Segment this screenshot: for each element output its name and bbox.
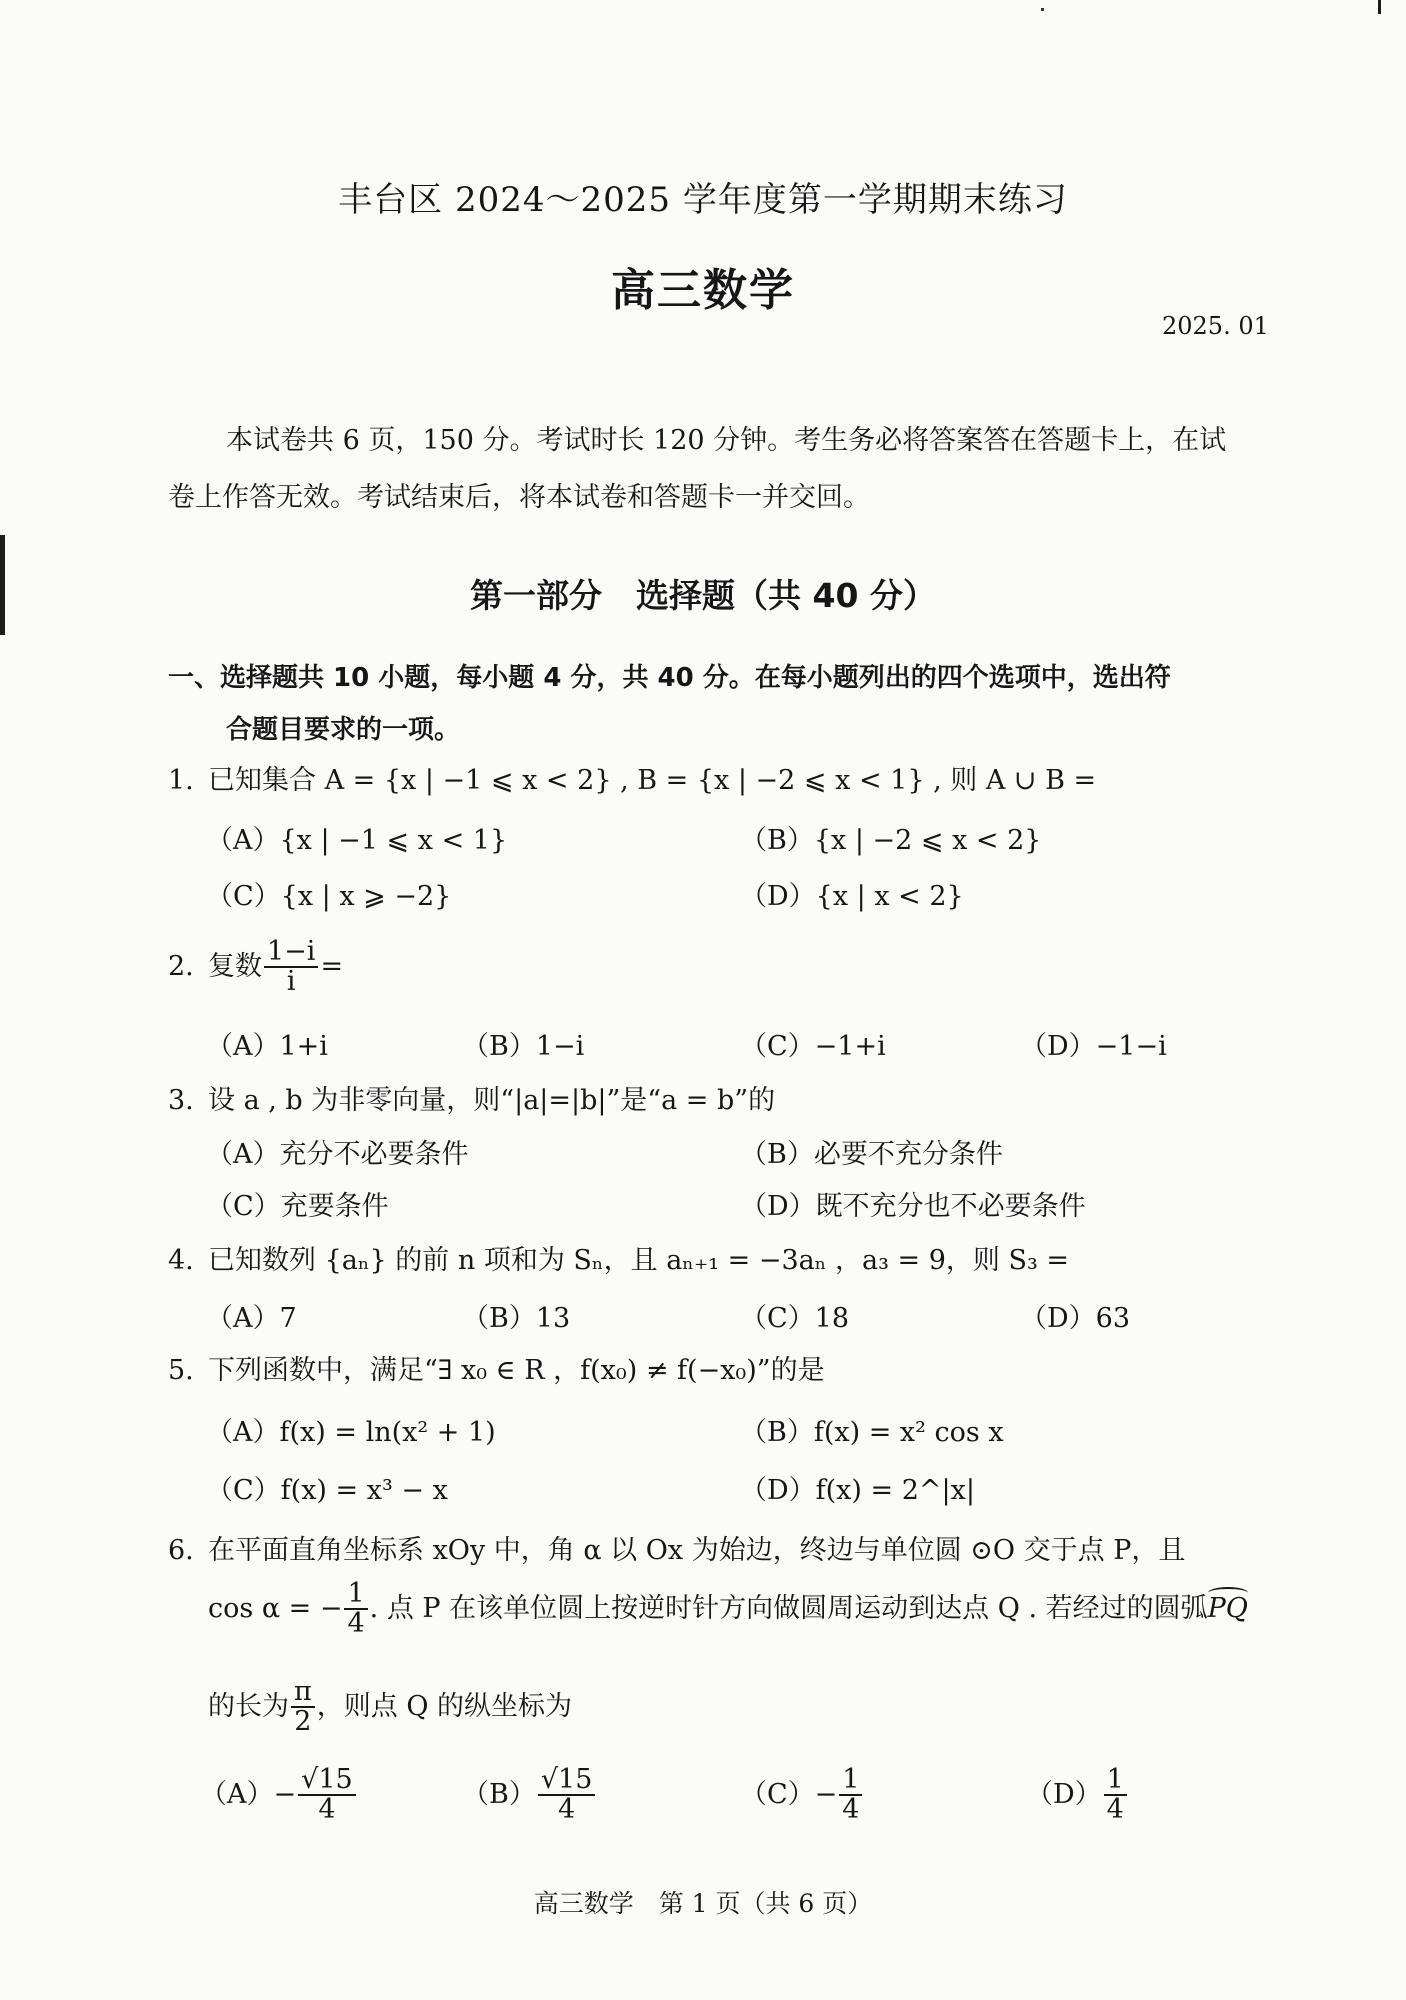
- option-label: （D）: [1020, 1031, 1096, 1062]
- section-part: 第一部分: [470, 576, 603, 615]
- option-sign: −: [814, 1778, 838, 1810]
- intro-line-1: 一、选择题共 10 小题，每小题 4 分，共 40 分。在每小题列出的四个选项中，选出符: [168, 663, 1171, 693]
- question-number: 4.: [168, 1245, 194, 1276]
- instructions-line-2: 卷上作答无效。考试结束后，将本试卷和答题卡一并交回。: [168, 482, 870, 513]
- option-label: （D）: [740, 1475, 816, 1506]
- exam-subject: 高三数学: [611, 265, 795, 316]
- fraction: [298, 1766, 356, 1825]
- option-text: 63: [1095, 1303, 1131, 1334]
- option-text: f(x) = ln(x² + 1): [279, 1417, 496, 1448]
- section-intro: [168, 652, 1171, 756]
- question-number: 5.: [168, 1355, 194, 1386]
- cos-expression: cos α = −: [208, 1592, 343, 1624]
- option-text: 1+i: [279, 1031, 328, 1062]
- option-text: {x | x ⩾ −2}: [280, 881, 452, 912]
- question-6-line-3: [208, 1678, 572, 1737]
- q4-option-c: [740, 1296, 849, 1335]
- fraction-denominator: i: [286, 966, 296, 998]
- question-number: 2.: [168, 950, 194, 982]
- question-stem: 已知数列 {aₙ} 的前 n 项和为 Sₙ，且 aₙ₊₁ = −3aₙ ，a₃ = 9，则 S₃ =: [208, 1245, 1069, 1276]
- question-stem: 已知集合 A = {x | −1 ⩽ x < 2} , B = {x | −2 ⩽ x < 1} , 则 A ∪ B =: [208, 765, 1097, 796]
- option-label: （B）: [740, 1139, 814, 1170]
- option-text: {x | −2 ⩽ x < 2}: [813, 825, 1042, 856]
- q5-option-a: [206, 1410, 496, 1449]
- fraction: [344, 1580, 367, 1639]
- option-text: 1−i: [535, 1031, 585, 1062]
- question-2: [168, 938, 343, 997]
- option-text: 充分不必要条件: [279, 1139, 469, 1170]
- question-1: [168, 758, 1096, 797]
- fraction: [839, 1766, 862, 1825]
- fraction-numerator: 1: [839, 1766, 862, 1796]
- fraction: [291, 1678, 315, 1737]
- fraction-numerator: 1−i: [264, 938, 318, 968]
- fraction-denominator: 4: [1106, 1794, 1124, 1826]
- option-text: 充要条件: [280, 1191, 389, 1222]
- fraction: [538, 1766, 596, 1825]
- option-label: （B）: [740, 1417, 814, 1448]
- question-stem-line-3: ，则点 Q 的纵坐标为: [316, 1690, 573, 1722]
- question-stem-line-1: 在平面直角坐标系 xOy 中，角 α 以 Ox 为始边，终边与单位圆 ⊙O 交于点 P，且: [208, 1535, 1186, 1566]
- option-text: 既不充分也不必要条件: [815, 1191, 1086, 1222]
- fraction-denominator: 4: [842, 1794, 860, 1826]
- option-text: {x | x < 2}: [815, 881, 964, 912]
- question-number: 6.: [168, 1535, 194, 1566]
- question-number: 3.: [168, 1085, 194, 1116]
- fraction-denominator: 4: [558, 1794, 576, 1826]
- option-label: （B）: [462, 1303, 536, 1334]
- fraction-numerator: √15: [538, 1766, 596, 1796]
- question-4: [168, 1238, 1069, 1277]
- option-text: f(x) = 2^|x|: [815, 1475, 975, 1506]
- option-label: （A）: [200, 1778, 274, 1810]
- question-3: [168, 1078, 775, 1117]
- q3-option-b: [740, 1132, 1003, 1171]
- option-text: f(x) = x³ − x: [280, 1475, 448, 1506]
- option-label: （D）: [1020, 1303, 1096, 1334]
- fraction-numerator: 1: [344, 1580, 367, 1610]
- q3-option-d: [740, 1184, 1086, 1223]
- q2-option-c: [740, 1024, 886, 1063]
- q2-option-d: [1020, 1024, 1167, 1063]
- option-text: 必要不充分条件: [813, 1139, 1003, 1170]
- option-label: （D）: [1026, 1778, 1102, 1810]
- fraction-denominator: 4: [347, 1608, 365, 1640]
- q1-option-b: [740, 818, 1041, 857]
- option-label: （C）: [740, 1031, 815, 1062]
- exam-date: 2025. 01: [1162, 312, 1269, 340]
- q1-option-a: [206, 818, 507, 857]
- q4-option-a: [206, 1296, 297, 1335]
- option-text: {x | −1 ⩽ x < 1}: [279, 825, 508, 856]
- option-text: f(x) = x² cos x: [813, 1417, 1004, 1448]
- q6-option-b: [462, 1766, 597, 1825]
- question-6: [168, 1528, 1185, 1567]
- option-label: （B）: [740, 825, 814, 856]
- section-heading: [0, 570, 1406, 617]
- q6-option-a: [200, 1766, 358, 1825]
- intro-line-2: 合题目要求的一项。: [226, 715, 461, 745]
- arc-pq: PQ: [1207, 1592, 1248, 1624]
- option-text: 7: [279, 1303, 297, 1334]
- question-6-line-2: [208, 1580, 1248, 1639]
- question-stem: 下列函数中，满足“∃ x₀ ∈ R ，f(x₀) ≠ f(−x₀)”的是: [208, 1355, 825, 1386]
- q1-option-c: [206, 874, 451, 913]
- option-label: （B）: [462, 1031, 536, 1062]
- q2-option-a: [206, 1024, 328, 1063]
- option-label: （D）: [740, 881, 816, 912]
- option-label: （A）: [206, 1303, 280, 1334]
- question-5: [168, 1348, 825, 1387]
- fraction: [1104, 1766, 1127, 1825]
- fraction-denominator: 4: [318, 1794, 336, 1826]
- q6-option-d: [1026, 1766, 1129, 1825]
- question-stem-prefix: 复数: [208, 950, 262, 982]
- fraction-numerator: π: [291, 1678, 315, 1708]
- question-number: 1.: [168, 765, 194, 796]
- instructions-line-1: 本试卷共 6 页，150 分。考试时长 120 分钟。考生务必将答案答在答题卡上，在试: [226, 425, 1227, 456]
- instructions: [168, 412, 1264, 526]
- question-stem: 设 a , b 为非零向量，则“|a|=|b|”是“a = b”的: [208, 1085, 776, 1116]
- option-label: （C）: [206, 881, 281, 912]
- option-label: （C）: [206, 1191, 281, 1222]
- section-name: 选择题（共 40 分）: [636, 576, 936, 615]
- scan-speck: [1041, 8, 1044, 11]
- q5-option-d: [740, 1468, 975, 1507]
- question-stem-suffix: =: [320, 950, 344, 982]
- option-label: （A）: [206, 1417, 280, 1448]
- option-label: （D）: [740, 1191, 816, 1222]
- q4-option-d: [1020, 1296, 1130, 1335]
- fraction-numerator: √15: [298, 1766, 356, 1796]
- option-label: （B）: [462, 1778, 536, 1810]
- q3-option-a: [206, 1132, 469, 1171]
- q5-option-b: [740, 1410, 1004, 1449]
- scan-edge-mark: [1378, 0, 1381, 14]
- option-label: （C）: [740, 1303, 815, 1334]
- fraction: [264, 938, 318, 997]
- option-label: （C）: [740, 1778, 815, 1810]
- option-sign: −: [273, 1778, 297, 1810]
- option-text: 18: [814, 1303, 850, 1334]
- q2-option-b: [462, 1024, 584, 1063]
- exam-title: 丰台区 2024～2025 学年度第一学期期末练习: [338, 180, 1068, 220]
- option-label: （C）: [206, 1475, 281, 1506]
- arc-length-text: 的长为: [208, 1690, 289, 1722]
- option-text: −1−i: [1095, 1031, 1167, 1062]
- option-label: （A）: [206, 1139, 280, 1170]
- fraction-denominator: 2: [294, 1706, 312, 1738]
- option-label: （A）: [206, 825, 280, 856]
- question-stem-line-2: . 点 P 在该单位圆上按逆时针方向做圆周运动到达点 Q . 若经过的圆弧: [369, 1592, 1208, 1624]
- q3-option-c: [206, 1184, 389, 1223]
- q6-option-c: [740, 1766, 864, 1825]
- option-text: −1+i: [814, 1031, 886, 1062]
- option-text: 13: [535, 1303, 571, 1334]
- q1-option-d: [740, 874, 964, 913]
- q5-option-c: [206, 1468, 448, 1507]
- fraction-numerator: 1: [1104, 1766, 1127, 1796]
- option-label: （A）: [206, 1031, 280, 1062]
- page-footer: 高三数学 第 1 页（共 6 页）: [533, 1889, 873, 1918]
- q4-option-b: [462, 1296, 570, 1335]
